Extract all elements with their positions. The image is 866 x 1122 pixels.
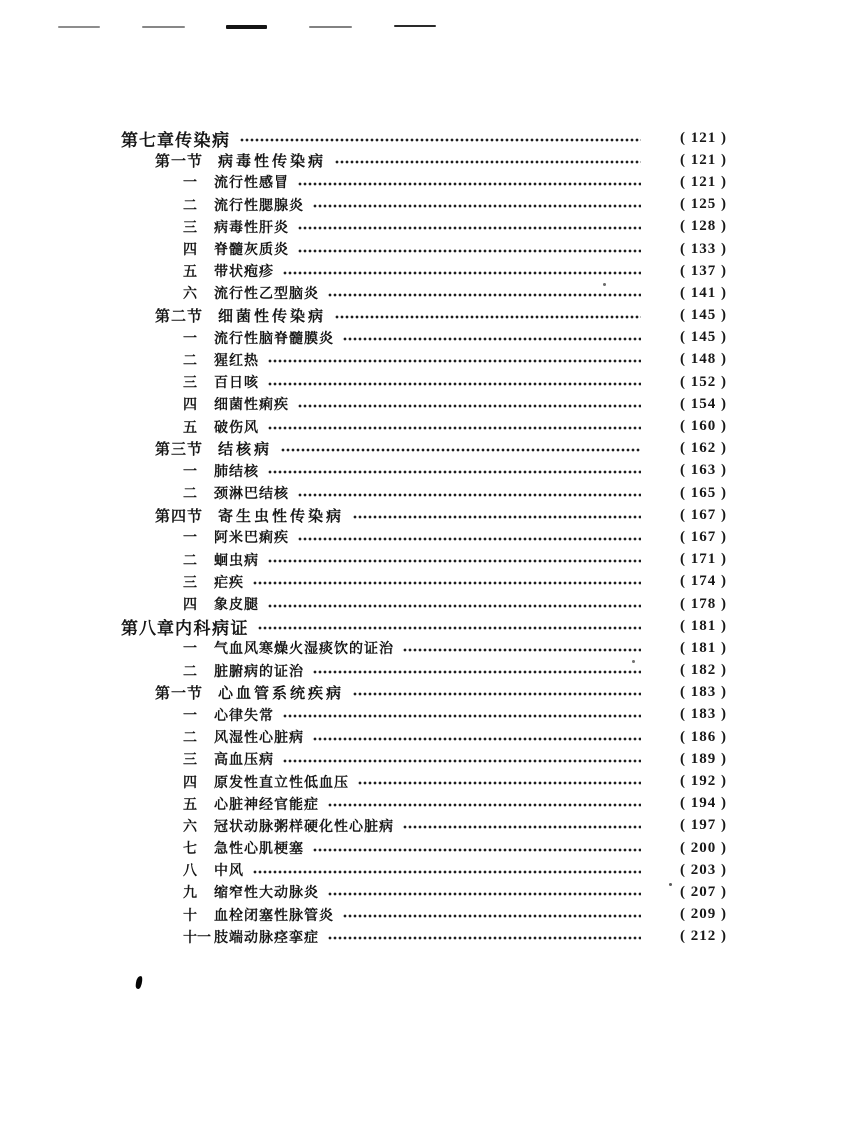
toc-entry-title: 脊髓灰质炎 [214,241,289,258]
toc-entry-title: 流行性乙型脑炎 [214,285,319,302]
dot-leader [298,492,641,498]
toc-entry [121,260,727,282]
dot-leader [240,137,642,143]
toc-entry-number: 第七章 [121,130,175,150]
toc-entry-title: 寄生虫性传染病 [218,507,345,525]
toc-entry [121,216,727,238]
toc-entry-number: 三 [183,218,197,235]
dot-leader [328,935,641,941]
toc-entry-page: ( 186 ) [680,728,727,745]
dot-leader [343,913,641,919]
dot-leader [353,691,641,697]
dot-leader [343,336,641,342]
dot-leader [328,802,641,808]
toc [121,127,727,948]
dot-leader [298,225,641,231]
toc-entry [121,482,727,504]
toc-entry-number: 第二节 [155,308,204,326]
toc-entry-page: ( 163 ) [680,462,727,479]
ink-speck [603,283,606,286]
toc-entry-page: ( 121 ) [680,173,727,190]
toc-entry [121,171,727,193]
toc-entry-page: ( 182 ) [680,662,727,679]
dot-leader [328,891,641,897]
dot-leader [258,625,641,631]
toc-entry-number: 二 [183,662,197,679]
toc-entry-title: 猩红热 [214,351,259,368]
toc-entry [121,682,727,704]
toc-entry-number: 二 [183,196,197,213]
toc-entry-title: 流行性腮腺炎 [214,196,304,213]
toc-entry-number: 四 [183,241,197,258]
toc-entry-page: ( 133 ) [680,240,727,257]
dot-leader [281,447,641,453]
toc-entry-number: 五 [183,418,197,435]
toc-entry-title: 细菌性痢疾 [214,396,289,413]
toc-entry [121,748,727,770]
ink-speck [669,883,672,886]
toc-entry-title: 脏腑病的证治 [214,662,304,679]
toc-entry-title: 肢端动脉痉挛症 [214,928,319,945]
toc-entry-title: 气血风寒燥火湿痰饮的证治 [214,640,394,657]
toc-entry-number: 九 [183,884,197,901]
registration-dash [58,26,100,28]
toc-entry [121,415,727,437]
dot-leader [313,669,641,675]
toc-entry [121,327,727,349]
dot-leader [313,736,641,742]
toc-entry-title: 流行性脑脊髓膜炎 [214,329,334,346]
toc-entry-number: 三 [183,751,197,768]
toc-entry [121,571,727,593]
dot-leader [298,403,641,409]
toc-entry-title: 风湿性心脏病 [214,729,304,746]
toc-entry-number: 三 [183,573,197,590]
toc-entry-page: ( 141 ) [680,284,727,301]
toc-entry-number: 四 [183,396,197,413]
registration-dash [394,25,436,27]
toc-entry-page: ( 174 ) [680,573,727,590]
toc-entry-number: 第一节 [155,152,204,170]
toc-entry-number: 一 [183,462,197,479]
toc-entry [121,815,727,837]
toc-entry-number: 五 [183,795,197,812]
registration-dash [142,26,185,28]
toc-entry-number: 七 [183,840,197,857]
toc-entry-page: ( 145 ) [680,307,727,324]
toc-entry-number: 四 [183,773,197,790]
toc-entry-title: 原发性直立性低血压 [214,773,349,790]
toc-entry [121,660,727,682]
toc-entry-page: ( 121 ) [680,129,727,146]
toc-entry [121,904,727,926]
toc-entry-page: ( 162 ) [680,440,727,457]
toc-entry-number: 一 [183,640,197,657]
toc-entry-title: 肺结核 [214,462,259,479]
dot-leader [335,159,641,165]
toc-entry [121,926,727,948]
toc-entry [121,349,727,371]
toc-entry-page: ( 152 ) [680,373,727,390]
dot-leader [268,558,641,564]
toc-entry-title: 冠状动脉粥样硬化性心脏病 [214,817,394,834]
toc-entry-number: 一 [183,706,197,723]
dot-leader [283,713,641,719]
toc-entry-title: 破伤风 [214,418,259,435]
dot-leader [313,203,641,209]
toc-entry-page: ( 194 ) [680,795,727,812]
toc-entry-page: ( 154 ) [680,395,727,412]
toc-entry-title: 结核病 [218,441,273,459]
toc-entry-title: 阿米巴痢疾 [214,529,289,546]
dot-leader [403,824,641,830]
toc-entry-number: 第三节 [155,441,204,459]
toc-entry-title: 心血管系统疾病 [218,685,345,703]
dot-leader [298,536,641,542]
toc-entry-page: ( 207 ) [680,883,727,900]
dot-leader [298,181,641,187]
registration-dash [309,26,352,28]
toc-entry-page: ( 181 ) [680,639,727,656]
toc-entry-page: ( 165 ) [680,484,727,501]
dot-leader [253,869,641,875]
toc-entry [121,460,727,482]
toc-entry-title: 象皮腿 [214,596,259,613]
toc-entry [121,859,727,881]
toc-entry [121,127,727,149]
toc-entry-page: ( 197 ) [680,817,727,834]
toc-entry-page: ( 183 ) [680,706,727,723]
toc-entry [121,593,727,615]
toc-entry-number: 第八章 [121,618,175,638]
dot-leader [358,780,641,786]
toc-entry-title: 细菌性传染病 [218,308,327,326]
toc-entry [121,194,727,216]
toc-entry [121,438,727,460]
toc-entry-number: 二 [183,485,197,502]
toc-entry [121,637,727,659]
toc-entry-page: ( 192 ) [680,773,727,790]
dot-leader [298,248,641,254]
toc-entry [121,726,727,748]
toc-entry-title: 百日咳 [214,374,259,391]
toc-entry-page: ( 189 ) [680,750,727,767]
toc-entry [121,704,727,726]
toc-entry [121,526,727,548]
registration-dash [226,25,267,29]
toc-entry-number: 二 [183,729,197,746]
dot-leader [253,580,641,586]
dot-leader [268,358,641,364]
dot-leader [268,425,641,431]
toc-entry-page: ( 209 ) [680,906,727,923]
toc-entry-page: ( 125 ) [680,196,727,213]
dot-leader [268,603,641,609]
toc-entry-number: 五 [183,263,197,280]
toc-entry-number: 四 [183,596,197,613]
toc-entry-page: ( 167 ) [680,506,727,523]
toc-entry-page: ( 128 ) [680,218,727,235]
toc-entry-page: ( 183 ) [680,684,727,701]
toc-entry-number: 三 [183,374,197,391]
toc-entry-number: 第四节 [155,507,204,525]
toc-entry-number: 第一节 [155,685,204,703]
toc-entry-title: 颈淋巴结核 [214,485,289,502]
toc-entry-page: ( 167 ) [680,528,727,545]
toc-entry [121,504,727,526]
toc-entry [121,282,727,304]
toc-entry-title: 心脏神经官能症 [214,795,319,812]
ink-speck [632,660,635,663]
dot-leader [268,381,641,387]
dot-leader [268,469,641,475]
toc-entry-title: 蛔虫病 [214,551,259,568]
toc-entry [121,837,727,859]
toc-entry-title: 病毒性肝炎 [214,218,289,235]
toc-entry-number: 十 [183,906,197,923]
toc-entry-page: ( 212 ) [680,928,727,945]
toc-entry-title: 缩窄性大动脉炎 [214,884,319,901]
toc-entry-title: 中风 [214,862,244,879]
toc-entry [121,615,727,637]
toc-entry-number: 六 [183,817,197,834]
toc-entry [121,793,727,815]
toc-entry [121,393,727,415]
toc-entry-number: 二 [183,551,197,568]
toc-entry-page: ( 121 ) [680,151,727,168]
toc-entry-number: 八 [183,862,197,879]
toc-entry-title: 急性心肌梗塞 [214,840,304,857]
toc-entry-title: 内科病证 [175,618,249,638]
dot-leader [328,292,641,298]
toc-entry [121,770,727,792]
toc-entry-page: ( 145 ) [680,329,727,346]
toc-entry-page: ( 160 ) [680,418,727,435]
toc-entry [121,549,727,571]
toc-entry [121,149,727,171]
toc-entry-page: ( 181 ) [680,617,727,634]
dot-leader [283,270,641,276]
toc-entry-title: 传染病 [175,130,231,150]
toc-entry [121,305,727,327]
toc-entry-title: 病毒性传染病 [218,152,327,170]
dot-leader [335,314,641,320]
dot-leader [313,847,641,853]
toc-entry-page: ( 137 ) [680,262,727,279]
dot-leader [283,758,641,764]
toc-entry-number: 一 [183,174,197,191]
toc-entry-page: ( 203 ) [680,861,727,878]
toc-entry-title: 带状疱疹 [214,263,274,280]
dot-leader [353,514,641,520]
toc-entry-title: 高血压病 [214,751,274,768]
toc-entry-number: 十一 [183,928,211,945]
toc-entry-title: 心律失常 [214,706,274,723]
toc-entry [121,881,727,903]
toc-entry-page: ( 200 ) [680,839,727,856]
toc-entry-title: 流行性感冒 [214,174,289,191]
toc-entry-number: 一 [183,529,197,546]
ink-mark [135,976,142,990]
toc-entry [121,371,727,393]
toc-entry-page: ( 171 ) [680,551,727,568]
toc-entry-page: ( 148 ) [680,351,727,368]
toc-entry [121,238,727,260]
toc-entry-title: 疟疾 [214,573,244,590]
toc-entry-title: 血栓闭塞性脉管炎 [214,906,334,923]
toc-entry-number: 六 [183,285,197,302]
dot-leader [403,647,641,653]
toc-entry-number: 二 [183,351,197,368]
toc-entry-page: ( 178 ) [680,595,727,612]
toc-entry-number: 一 [183,329,197,346]
